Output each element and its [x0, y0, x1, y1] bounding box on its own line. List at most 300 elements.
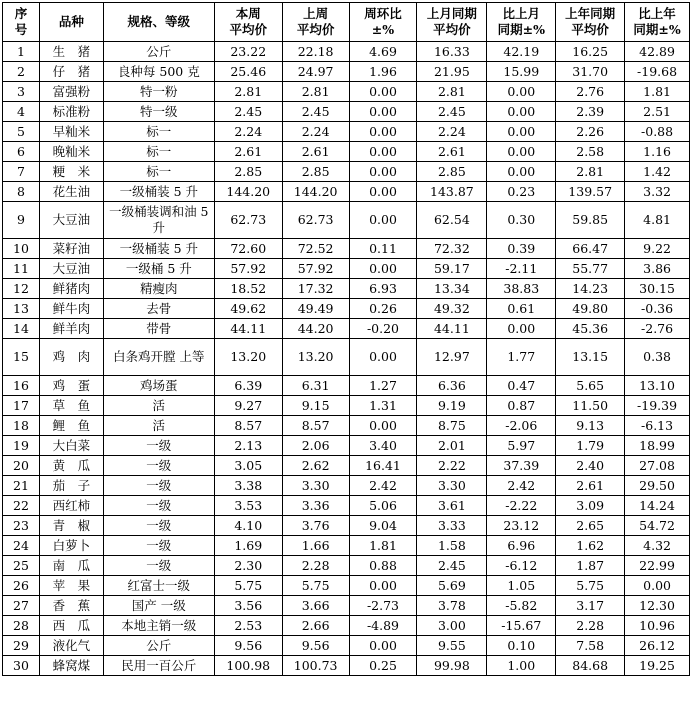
last-year-avg-cell: 2.40	[556, 456, 625, 476]
year-change-cell: 0.38	[625, 339, 690, 376]
table-row	[3, 656, 690, 676]
last-year-avg-cell: 11.50	[556, 396, 625, 416]
spec-grade-cell: 鸡场蛋	[103, 376, 214, 396]
last-month-avg-cell: 2.22	[417, 456, 487, 476]
table-row	[3, 496, 690, 516]
week-change-cell: 1.31	[349, 396, 417, 416]
week-change-cell: -2.73	[349, 596, 417, 616]
last-year-avg-cell: 1.62	[556, 536, 625, 556]
column-header	[103, 3, 214, 42]
year-change-cell: 13.10	[625, 376, 690, 396]
this-week-avg-cell: 2.85	[214, 162, 282, 182]
last-month-avg-cell: 16.33	[417, 42, 487, 62]
last-month-avg-cell: 2.45	[417, 102, 487, 122]
column-header-line2: 平均价	[229, 22, 268, 37]
month-change-cell: 1.00	[487, 656, 556, 676]
column-header-line2: 同期±%	[633, 22, 681, 37]
last-month-avg-cell: 1.58	[417, 536, 487, 556]
week-change-cell: 0.00	[349, 416, 417, 436]
spec-grade-cell: 国产 一级	[103, 596, 214, 616]
this-week-avg-cell: 72.60	[214, 239, 282, 259]
spec-grade-cell: 一级	[103, 536, 214, 556]
last-month-avg-cell: 99.98	[417, 656, 487, 676]
spec-grade-cell: 一级	[103, 456, 214, 476]
product-name-cell: 西 瓜	[40, 616, 104, 636]
year-change-cell: 29.50	[625, 476, 690, 496]
last-week-avg-cell: 3.30	[282, 476, 349, 496]
column-header-line1: 本周	[235, 6, 261, 21]
last-year-avg-cell: 2.61	[556, 476, 625, 496]
month-change-cell: 0.87	[487, 396, 556, 416]
table-row	[3, 102, 690, 122]
month-change-cell: 5.97	[487, 436, 556, 456]
last-week-avg-cell: 17.32	[282, 279, 349, 299]
this-week-avg-cell: 3.05	[214, 456, 282, 476]
row-index-cell: 21	[3, 476, 40, 496]
last-month-avg-cell: 62.54	[417, 202, 487, 239]
week-change-cell: 6.93	[349, 279, 417, 299]
year-change-cell: 19.25	[625, 656, 690, 676]
spec-grade-cell: 精瘦肉	[103, 279, 214, 299]
table-row	[3, 436, 690, 456]
last-week-avg-cell: 2.28	[282, 556, 349, 576]
table-row	[3, 182, 690, 202]
last-month-avg-cell: 3.78	[417, 596, 487, 616]
last-week-avg-cell: 2.06	[282, 436, 349, 456]
product-name-cell: 鸡 肉	[40, 339, 104, 376]
column-header-line1: 比上月	[502, 6, 541, 21]
last-week-avg-cell: 2.24	[282, 122, 349, 142]
last-month-avg-cell: 49.32	[417, 299, 487, 319]
last-week-avg-cell: 5.75	[282, 576, 349, 596]
this-week-avg-cell: 57.92	[214, 259, 282, 279]
last-month-avg-cell: 21.95	[417, 62, 487, 82]
row-index-cell: 29	[3, 636, 40, 656]
row-index-cell: 5	[3, 122, 40, 142]
last-month-avg-cell: 2.24	[417, 122, 487, 142]
product-name-cell: 黄 瓜	[40, 456, 104, 476]
column-header	[487, 3, 556, 42]
year-change-cell: 42.89	[625, 42, 690, 62]
table-row	[3, 279, 690, 299]
row-index-cell: 28	[3, 616, 40, 636]
last-month-avg-cell: 2.01	[417, 436, 487, 456]
last-week-avg-cell: 22.18	[282, 42, 349, 62]
last-week-avg-cell: 3.66	[282, 596, 349, 616]
last-week-avg-cell: 13.20	[282, 339, 349, 376]
spec-grade-cell: 去骨	[103, 299, 214, 319]
column-header	[40, 3, 104, 42]
last-month-avg-cell: 13.34	[417, 279, 487, 299]
week-change-cell: 0.00	[349, 122, 417, 142]
year-change-cell: 10.96	[625, 616, 690, 636]
spec-grade-cell: 一级桶 5 升	[103, 259, 214, 279]
month-change-cell: 0.23	[487, 182, 556, 202]
row-index-cell: 15	[3, 339, 40, 376]
last-year-avg-cell: 13.15	[556, 339, 625, 376]
table-row	[3, 536, 690, 556]
column-header	[3, 3, 40, 42]
product-name-cell: 鲜牛肉	[40, 299, 104, 319]
table-row	[3, 456, 690, 476]
this-week-avg-cell: 44.11	[214, 319, 282, 339]
product-name-cell: 液化气	[40, 636, 104, 656]
year-change-cell: 1.42	[625, 162, 690, 182]
column-header-line2: 平均价	[433, 22, 471, 37]
product-name-cell: 仔 猪	[40, 62, 104, 82]
last-week-avg-cell: 49.49	[282, 299, 349, 319]
week-change-cell: 9.04	[349, 516, 417, 536]
last-week-avg-cell: 2.45	[282, 102, 349, 122]
column-header-line1: 规格、等级	[127, 14, 191, 29]
week-change-cell: 0.25	[349, 656, 417, 676]
row-index-cell: 11	[3, 259, 40, 279]
last-week-avg-cell: 2.85	[282, 162, 349, 182]
product-name-cell: 花生油	[40, 182, 104, 202]
last-year-avg-cell: 9.13	[556, 416, 625, 436]
last-month-avg-cell: 72.32	[417, 239, 487, 259]
table-row	[3, 162, 690, 182]
spec-grade-cell: 民用一百公斤	[103, 656, 214, 676]
month-change-cell: -15.67	[487, 616, 556, 636]
last-year-avg-cell: 2.28	[556, 616, 625, 636]
year-change-cell: 27.08	[625, 456, 690, 476]
column-header-line1: 序	[14, 6, 28, 21]
table-row	[3, 516, 690, 536]
week-change-cell: 1.81	[349, 536, 417, 556]
spec-grade-cell: 一级	[103, 436, 214, 456]
week-change-cell: 16.41	[349, 456, 417, 476]
product-name-cell: 晚籼米	[40, 142, 104, 162]
column-header-line1: 上年同期	[565, 6, 616, 21]
last-month-avg-cell: 143.87	[417, 182, 487, 202]
column-header	[349, 3, 417, 42]
column-header-line2: 平均价	[296, 22, 335, 37]
year-change-cell: 26.12	[625, 636, 690, 656]
month-change-cell: 0.30	[487, 202, 556, 239]
row-index-cell: 24	[3, 536, 40, 556]
last-month-avg-cell: 59.17	[417, 259, 487, 279]
this-week-avg-cell: 2.81	[214, 82, 282, 102]
this-week-avg-cell: 5.75	[214, 576, 282, 596]
week-change-cell: 2.42	[349, 476, 417, 496]
product-name-cell: 南 瓜	[40, 556, 104, 576]
table-row	[3, 299, 690, 319]
this-week-avg-cell: 9.56	[214, 636, 282, 656]
this-week-avg-cell: 2.13	[214, 436, 282, 456]
last-year-avg-cell: 7.58	[556, 636, 625, 656]
week-change-cell: 0.00	[349, 162, 417, 182]
last-week-avg-cell: 9.56	[282, 636, 349, 656]
product-name-cell: 鸡 蛋	[40, 376, 104, 396]
product-name-cell: 茄 子	[40, 476, 104, 496]
column-header-line1: 比上年	[638, 6, 676, 21]
last-year-avg-cell: 1.79	[556, 436, 625, 456]
last-year-avg-cell: 2.65	[556, 516, 625, 536]
spec-grade-cell: 一级	[103, 476, 214, 496]
product-name-cell: 标准粉	[40, 102, 104, 122]
this-week-avg-cell: 1.69	[214, 536, 282, 556]
row-index-cell: 19	[3, 436, 40, 456]
month-change-cell: 1.77	[487, 339, 556, 376]
this-week-avg-cell: 2.61	[214, 142, 282, 162]
year-change-cell: 14.24	[625, 496, 690, 516]
year-change-cell: 4.81	[625, 202, 690, 239]
last-year-avg-cell: 1.87	[556, 556, 625, 576]
last-month-avg-cell: 2.85	[417, 162, 487, 182]
week-change-cell: 1.96	[349, 62, 417, 82]
last-year-avg-cell: 84.68	[556, 656, 625, 676]
month-change-cell: 0.00	[487, 82, 556, 102]
spec-grade-cell: 红富士一级	[103, 576, 214, 596]
product-name-cell: 西红柿	[40, 496, 104, 516]
year-change-cell: 18.99	[625, 436, 690, 456]
year-change-cell: 1.81	[625, 82, 690, 102]
spec-grade-cell: 公斤	[103, 636, 214, 656]
week-change-cell: 0.00	[349, 259, 417, 279]
month-change-cell: 38.83	[487, 279, 556, 299]
column-header	[625, 3, 690, 42]
last-year-avg-cell: 2.58	[556, 142, 625, 162]
spec-grade-cell: 一级桶装 5 升	[103, 239, 214, 259]
row-index-cell: 6	[3, 142, 40, 162]
column-header	[282, 3, 349, 42]
last-month-avg-cell: 8.75	[417, 416, 487, 436]
product-name-cell: 生 猪	[40, 42, 104, 62]
week-change-cell: 0.00	[349, 182, 417, 202]
table-row	[3, 142, 690, 162]
month-change-cell: 0.00	[487, 142, 556, 162]
table-row	[3, 202, 690, 239]
year-change-cell: -6.13	[625, 416, 690, 436]
this-week-avg-cell: 8.57	[214, 416, 282, 436]
row-index-cell: 16	[3, 376, 40, 396]
week-change-cell: 0.00	[349, 339, 417, 376]
year-change-cell: 9.22	[625, 239, 690, 259]
spec-grade-cell: 标一	[103, 162, 214, 182]
last-month-avg-cell: 12.97	[417, 339, 487, 376]
product-name-cell: 草 鱼	[40, 396, 104, 416]
month-change-cell: 0.39	[487, 239, 556, 259]
product-name-cell: 富强粉	[40, 82, 104, 102]
this-week-avg-cell: 2.30	[214, 556, 282, 576]
month-change-cell: 37.39	[487, 456, 556, 476]
this-week-avg-cell: 18.52	[214, 279, 282, 299]
this-week-avg-cell: 4.10	[214, 516, 282, 536]
last-year-avg-cell: 14.23	[556, 279, 625, 299]
year-change-cell: 30.15	[625, 279, 690, 299]
last-month-avg-cell: 2.61	[417, 142, 487, 162]
this-week-avg-cell: 3.38	[214, 476, 282, 496]
year-change-cell: 12.30	[625, 596, 690, 616]
row-index-cell: 17	[3, 396, 40, 416]
column-header-line1: 上周	[303, 6, 329, 21]
table-row	[3, 556, 690, 576]
week-change-cell: 0.11	[349, 239, 417, 259]
month-change-cell: 23.12	[487, 516, 556, 536]
table-row	[3, 339, 690, 376]
month-change-cell: 0.00	[487, 162, 556, 182]
year-change-cell: 2.51	[625, 102, 690, 122]
last-week-avg-cell: 9.15	[282, 396, 349, 416]
spec-grade-cell: 一级桶装 5 升	[103, 182, 214, 202]
last-year-avg-cell: 31.70	[556, 62, 625, 82]
last-year-avg-cell: 45.36	[556, 319, 625, 339]
last-month-avg-cell: 3.30	[417, 476, 487, 496]
last-week-avg-cell: 57.92	[282, 259, 349, 279]
this-week-avg-cell: 62.73	[214, 202, 282, 239]
year-change-cell: 4.32	[625, 536, 690, 556]
last-year-avg-cell: 5.65	[556, 376, 625, 396]
product-name-cell: 大豆油	[40, 259, 104, 279]
week-change-cell: 0.00	[349, 82, 417, 102]
this-week-avg-cell: 25.46	[214, 62, 282, 82]
month-change-cell: 1.05	[487, 576, 556, 596]
month-change-cell: -6.12	[487, 556, 556, 576]
product-name-cell: 早籼米	[40, 122, 104, 142]
row-index-cell: 7	[3, 162, 40, 182]
row-index-cell: 13	[3, 299, 40, 319]
row-index-cell: 10	[3, 239, 40, 259]
week-change-cell: -4.89	[349, 616, 417, 636]
last-month-avg-cell: 44.11	[417, 319, 487, 339]
table-row	[3, 122, 690, 142]
year-change-cell: 22.99	[625, 556, 690, 576]
product-name-cell: 菜籽油	[40, 239, 104, 259]
spec-grade-cell: 一级桶装调和油 5 升	[103, 202, 214, 239]
product-name-cell: 鲤 鱼	[40, 416, 104, 436]
product-name-cell: 苹 果	[40, 576, 104, 596]
table-row	[3, 596, 690, 616]
year-change-cell: -19.68	[625, 62, 690, 82]
product-name-cell: 粳 米	[40, 162, 104, 182]
product-name-cell: 鲜猪肉	[40, 279, 104, 299]
last-week-avg-cell: 24.97	[282, 62, 349, 82]
year-change-cell: -19.39	[625, 396, 690, 416]
table-row	[3, 319, 690, 339]
last-month-avg-cell: 9.19	[417, 396, 487, 416]
year-change-cell: 54.72	[625, 516, 690, 536]
spec-grade-cell: 带骨	[103, 319, 214, 339]
last-month-avg-cell: 3.61	[417, 496, 487, 516]
week-change-cell: 4.69	[349, 42, 417, 62]
last-year-avg-cell: 49.80	[556, 299, 625, 319]
last-month-avg-cell: 6.36	[417, 376, 487, 396]
row-index-cell: 12	[3, 279, 40, 299]
last-year-avg-cell: 2.76	[556, 82, 625, 102]
spec-grade-cell: 特一粉	[103, 82, 214, 102]
spec-grade-cell: 一级	[103, 496, 214, 516]
spec-grade-cell: 白条鸡开膛 上等	[103, 339, 214, 376]
month-change-cell: 0.00	[487, 122, 556, 142]
last-week-avg-cell: 8.57	[282, 416, 349, 436]
column-header-line1: 品种	[58, 14, 84, 29]
this-week-avg-cell: 2.45	[214, 102, 282, 122]
spec-grade-cell: 活	[103, 396, 214, 416]
product-name-cell: 青 椒	[40, 516, 104, 536]
header-row	[3, 3, 690, 42]
table-row	[3, 376, 690, 396]
month-change-cell: 0.10	[487, 636, 556, 656]
column-header-line2: 号	[14, 22, 28, 37]
row-index-cell: 27	[3, 596, 40, 616]
year-change-cell: 0.00	[625, 576, 690, 596]
last-week-avg-cell: 72.52	[282, 239, 349, 259]
last-week-avg-cell: 2.61	[282, 142, 349, 162]
year-change-cell: 3.32	[625, 182, 690, 202]
table-row	[3, 616, 690, 636]
last-year-avg-cell: 16.25	[556, 42, 625, 62]
table-row	[3, 636, 690, 656]
month-change-cell: -2.11	[487, 259, 556, 279]
last-month-avg-cell: 2.81	[417, 82, 487, 102]
this-week-avg-cell: 49.62	[214, 299, 282, 319]
month-change-cell: 0.00	[487, 102, 556, 122]
month-change-cell: 0.00	[487, 319, 556, 339]
week-change-cell: 0.00	[349, 576, 417, 596]
last-week-avg-cell: 1.66	[282, 536, 349, 556]
row-index-cell: 25	[3, 556, 40, 576]
last-month-avg-cell: 3.00	[417, 616, 487, 636]
last-week-avg-cell: 100.73	[282, 656, 349, 676]
table-row	[3, 259, 690, 279]
week-change-cell: -0.20	[349, 319, 417, 339]
last-year-avg-cell: 5.75	[556, 576, 625, 596]
month-change-cell: 0.61	[487, 299, 556, 319]
week-change-cell: 1.27	[349, 376, 417, 396]
last-year-avg-cell: 2.26	[556, 122, 625, 142]
spec-grade-cell: 特一级	[103, 102, 214, 122]
this-week-avg-cell: 2.53	[214, 616, 282, 636]
column-header-line2: 平均价	[571, 22, 609, 37]
product-name-cell: 大豆油	[40, 202, 104, 239]
column-header-line2: ±%	[371, 22, 395, 37]
last-year-avg-cell: 3.09	[556, 496, 625, 516]
table-row	[3, 62, 690, 82]
column-header-line1: 周环比	[364, 6, 402, 21]
column-header	[417, 3, 487, 42]
column-header-line1: 上月同期	[426, 6, 477, 21]
row-index-cell: 18	[3, 416, 40, 436]
week-change-cell: 0.00	[349, 636, 417, 656]
month-change-cell: -2.22	[487, 496, 556, 516]
spec-grade-cell: 一级	[103, 516, 214, 536]
spec-grade-cell: 公斤	[103, 42, 214, 62]
month-change-cell: 6.96	[487, 536, 556, 556]
last-year-avg-cell: 2.39	[556, 102, 625, 122]
year-change-cell: -2.76	[625, 319, 690, 339]
price-table	[2, 2, 690, 676]
this-week-avg-cell: 2.24	[214, 122, 282, 142]
table-row	[3, 239, 690, 259]
last-month-avg-cell: 9.55	[417, 636, 487, 656]
this-week-avg-cell: 3.56	[214, 596, 282, 616]
product-name-cell: 白萝卜	[40, 536, 104, 556]
spec-grade-cell: 标一	[103, 122, 214, 142]
row-index-cell: 14	[3, 319, 40, 339]
year-change-cell: 1.16	[625, 142, 690, 162]
product-name-cell: 大白菜	[40, 436, 104, 456]
this-week-avg-cell: 13.20	[214, 339, 282, 376]
last-year-avg-cell: 2.81	[556, 162, 625, 182]
last-week-avg-cell: 2.81	[282, 82, 349, 102]
product-name-cell: 鲜羊肉	[40, 319, 104, 339]
row-index-cell: 9	[3, 202, 40, 239]
this-week-avg-cell: 23.22	[214, 42, 282, 62]
this-week-avg-cell: 3.53	[214, 496, 282, 516]
last-week-avg-cell: 2.62	[282, 456, 349, 476]
last-week-avg-cell: 3.76	[282, 516, 349, 536]
